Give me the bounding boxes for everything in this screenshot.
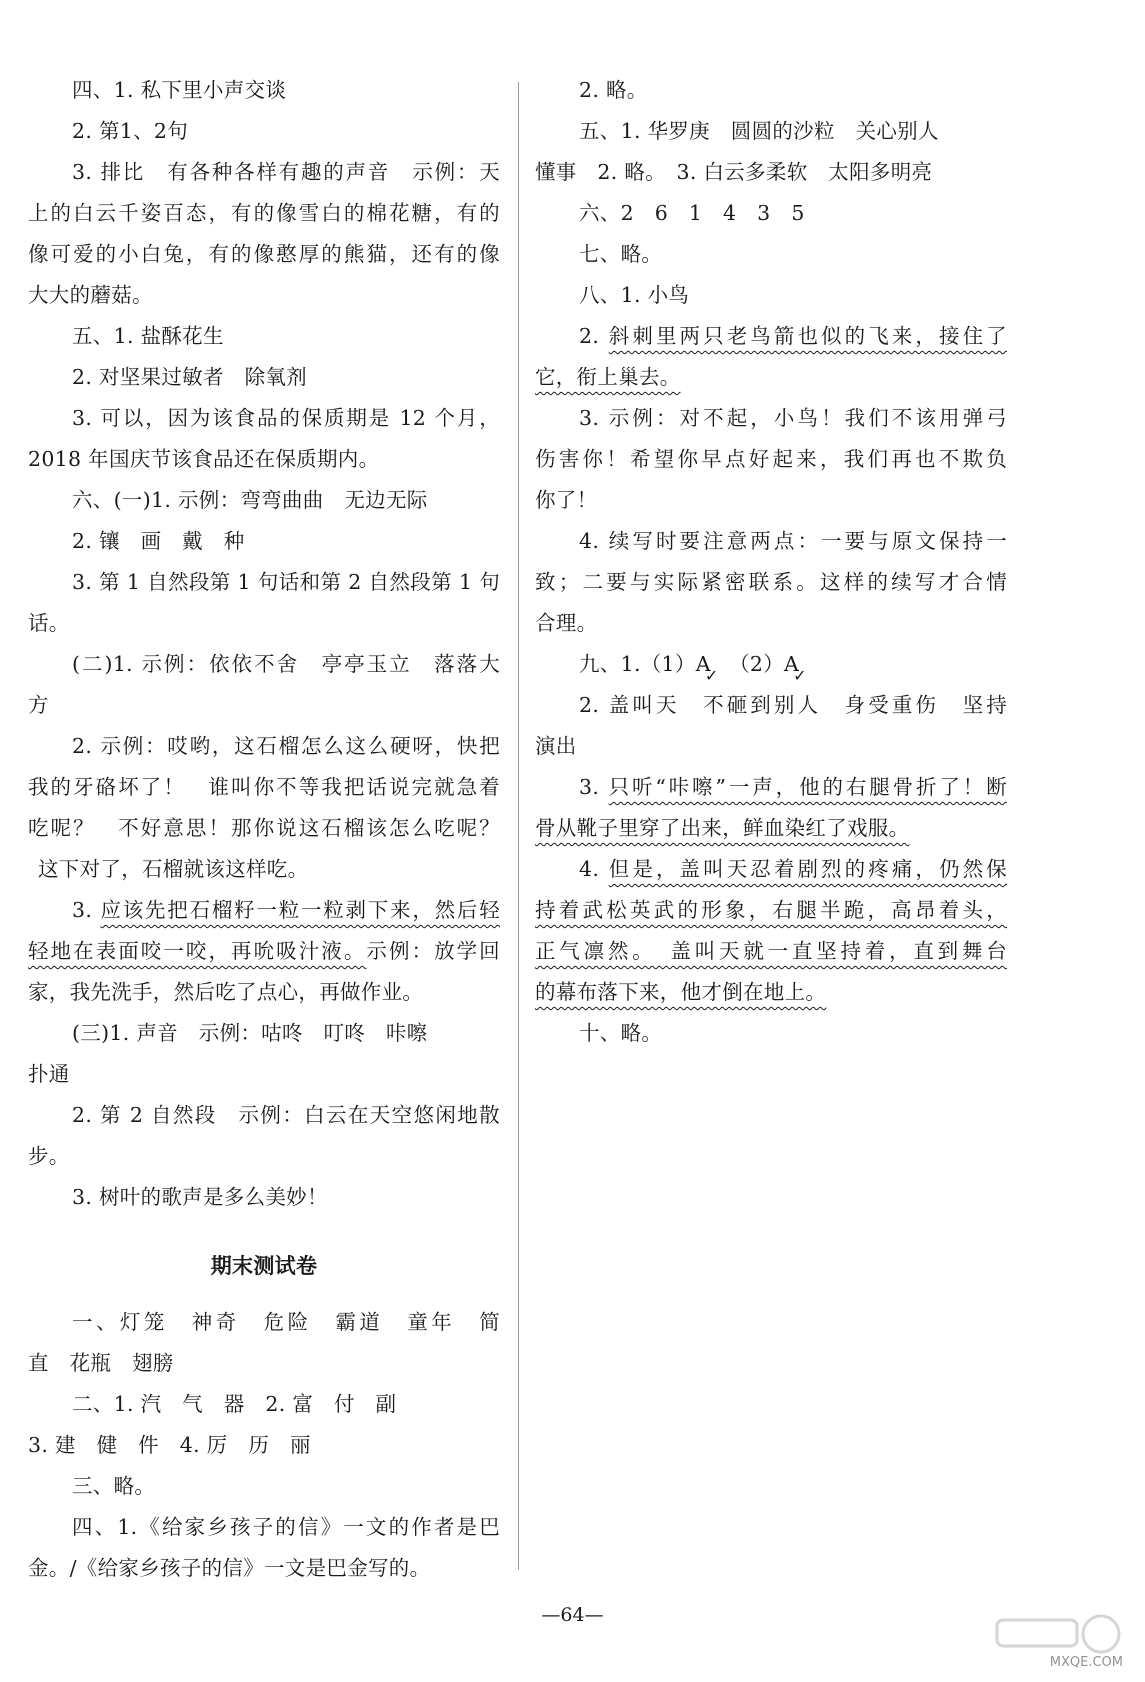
answer-line: 演出: [535, 734, 577, 758]
right-column: [535, 70, 1007, 1054]
answer-line: 四、1.《给家乡孩子的信》一文的作者是巴: [72, 1515, 500, 1539]
answer-line: 六、(一)1. 示例：弯弯曲曲 无边无际: [72, 488, 428, 512]
answer-line: 3. 排比 有各种各样有趣的声音 示例：天: [72, 160, 500, 184]
answer-line: 3. 示例：对不起，小鸟！我们不该用弹弓: [579, 406, 1007, 430]
right-answer-lines: [535, 70, 1007, 1054]
answer-line: 二、1. 汽 气 器 2. 富 付 副: [72, 1392, 397, 1416]
answer-line: 我的牙硌坏了！ 谁叫你不等我把话说完就急着: [28, 775, 500, 799]
answer-line: 懂事 2. 略。 3. 白云多柔软 太阳多明亮: [535, 160, 933, 184]
underlined-text: 轻地在表面咬一咬，再吮吸汁液。: [28, 939, 367, 963]
underlined-text: 斜刺里两只老鸟箭也似的飞来，接住了: [608, 324, 1007, 348]
answer-line: 3. 建 健 件 4. 厉 历 丽: [28, 1433, 311, 1457]
answer-line: 七、略。: [579, 242, 663, 266]
answer-line: 方: [28, 693, 49, 717]
answer-line: 上的白云千姿百态，有的像雪白的棉花糖，有的: [28, 201, 500, 225]
answer-line: 话。: [28, 611, 70, 635]
answer-line: 2. 镶 画 戴 种: [72, 529, 245, 553]
answer-line: [535, 972, 1007, 1013]
answer-line: 2. 盖叫天 不砸到别人 身受重伤 坚持: [579, 693, 1007, 717]
answer-line: (二)1. 示例：依依不舍 亭亭玉立 落落大: [72, 652, 500, 676]
page-number: —64—: [541, 1604, 604, 1626]
answer-line: 3. 只听“咔嚓”一声，他的右腿骨折了！断: [579, 775, 1008, 799]
answer-line: 五、1. 华罗庚 圆圆的沙粒 关心别人: [579, 119, 939, 143]
left-answer-lines: [28, 70, 500, 1218]
answer-line: 2. 略。: [579, 78, 648, 102]
answer-line: 四、1. 私下里小声交谈: [72, 78, 287, 102]
answer-line: 直 花瓶 翅膀: [28, 1351, 174, 1375]
underlined-text: 只听“咔嚓”一声，他的右腿骨折了！断: [608, 775, 1008, 799]
underlined-text: 应该先把石榴籽一粒一粒剥下来，然后轻: [100, 898, 500, 922]
answer-line: 吃呢？ 不好意思！那你说这石榴该怎么吃呢？: [28, 816, 500, 840]
answer-line: 三、略。: [72, 1474, 156, 1498]
answer-line: [535, 931, 1007, 972]
answer-line: (三)1. 声音 示例：咕咚 叮咚 咔嚓: [72, 1021, 428, 1045]
answer-line: 轻地在表面咬一咬，再吮吸汁液。示例：放学回: [28, 939, 500, 963]
answer-line: 2. 第 2 自然段 示例：白云在天空悠闲地散: [72, 1103, 500, 1127]
answer-line: 致；二要与实际紧密联系。这样的续写才合情: [535, 570, 1007, 594]
final-exam-answer-lines: [28, 1302, 500, 1589]
answer-line: 一、灯笼 神奇 危险 霸道 童年 简: [72, 1310, 500, 1334]
checkmark-icon: ✓: [793, 666, 807, 685]
underlined-text: 骨从靴子里穿了出来，鲜血染红了戏服。: [535, 816, 910, 840]
answer-line: 4. 续写时要注意两点：一要与原文保持一: [579, 529, 1007, 553]
answer-line: 4. 但是，盖叫天忍着剧烈的疼痛，仍然保: [579, 857, 1007, 881]
underlined-text: 但是，盖叫天忍着剧烈的疼痛，仍然保: [608, 857, 1007, 881]
answer-line: 2018 年国庆节该食品还在保质期内。: [28, 447, 380, 471]
answer-line: 八、1. 小鸟: [579, 283, 690, 307]
checkmark-icon: ✓: [704, 666, 719, 685]
answer-line: [535, 890, 1007, 931]
section-title: 期末测试卷: [210, 1253, 318, 1278]
answer-line: 3. 可以，因为该食品的保质期是 12 个月，: [72, 406, 500, 430]
answer-line: 3. 应该先把石榴籽一粒一粒剥下来，然后轻: [72, 898, 500, 922]
answer-line: 伤害你！希望你早点好起来，我们再也不欺负: [535, 447, 1007, 471]
answer-line: [535, 357, 1007, 398]
answer-line: 3. 第 1 自然段第 1 句话和第 2 自然段第 1 句: [72, 570, 500, 594]
underlined-text: 它，衔上巢去。: [535, 365, 681, 389]
answer-line: 五、1. 盐酥花生: [72, 324, 224, 348]
answer-line: 3. 树叶的歌声是多么美妙！: [72, 1185, 328, 1209]
answer-line: 2. 第1、2句: [72, 119, 189, 143]
answer-line: 合理。: [535, 611, 598, 635]
answer-line: 2. 斜刺里两只老鸟箭也似的飞来，接住了: [579, 324, 1007, 348]
answer-line: 这下对了，石榴就该这样吃。: [38, 857, 309, 881]
answer-line: 金。/《给家乡孩子的信》一文是巴金写的。: [28, 1556, 431, 1580]
answer-line: 步。: [28, 1144, 70, 1168]
answer-line: 六、2 6 1 4 3 5: [579, 201, 805, 225]
answer-line: [535, 808, 1007, 849]
underlined-text: 正气凛然。 盖叫天就一直坚持着，直到舞台: [535, 939, 1007, 963]
answer-line: 大大的蘑菇。: [28, 283, 153, 307]
underlined-text: 持着武松英武的形象，右腿半跪，高昂着头，: [535, 898, 1007, 922]
answer-line: 十、略。: [579, 1021, 663, 1045]
answer-line: 你了！: [535, 488, 598, 512]
answer-line: 九、$1.(1)A_✓$ $(2)A_✓$: [579, 652, 807, 685]
watermark-text: MXQE.COM: [1049, 1655, 1123, 1670]
underlined-text: 的幕布落下来，他才倒在地上。: [535, 980, 827, 1004]
answer-line: 像可爱的小白兔，有的像憨厚的熊猫，还有的像: [28, 242, 500, 266]
column-divider: [518, 82, 519, 1570]
left-column: [28, 70, 500, 1589]
answer-line: 扑通: [28, 1062, 70, 1086]
answer-line: 2. 示例：哎哟，这石榴怎么这么硬呀，快把: [72, 734, 500, 758]
answer-line: 2. 对坚果过敏者 除氧剂: [72, 365, 307, 389]
answer-line: 家，我先洗手，然后吃了点心，再做作业。: [28, 980, 424, 1004]
